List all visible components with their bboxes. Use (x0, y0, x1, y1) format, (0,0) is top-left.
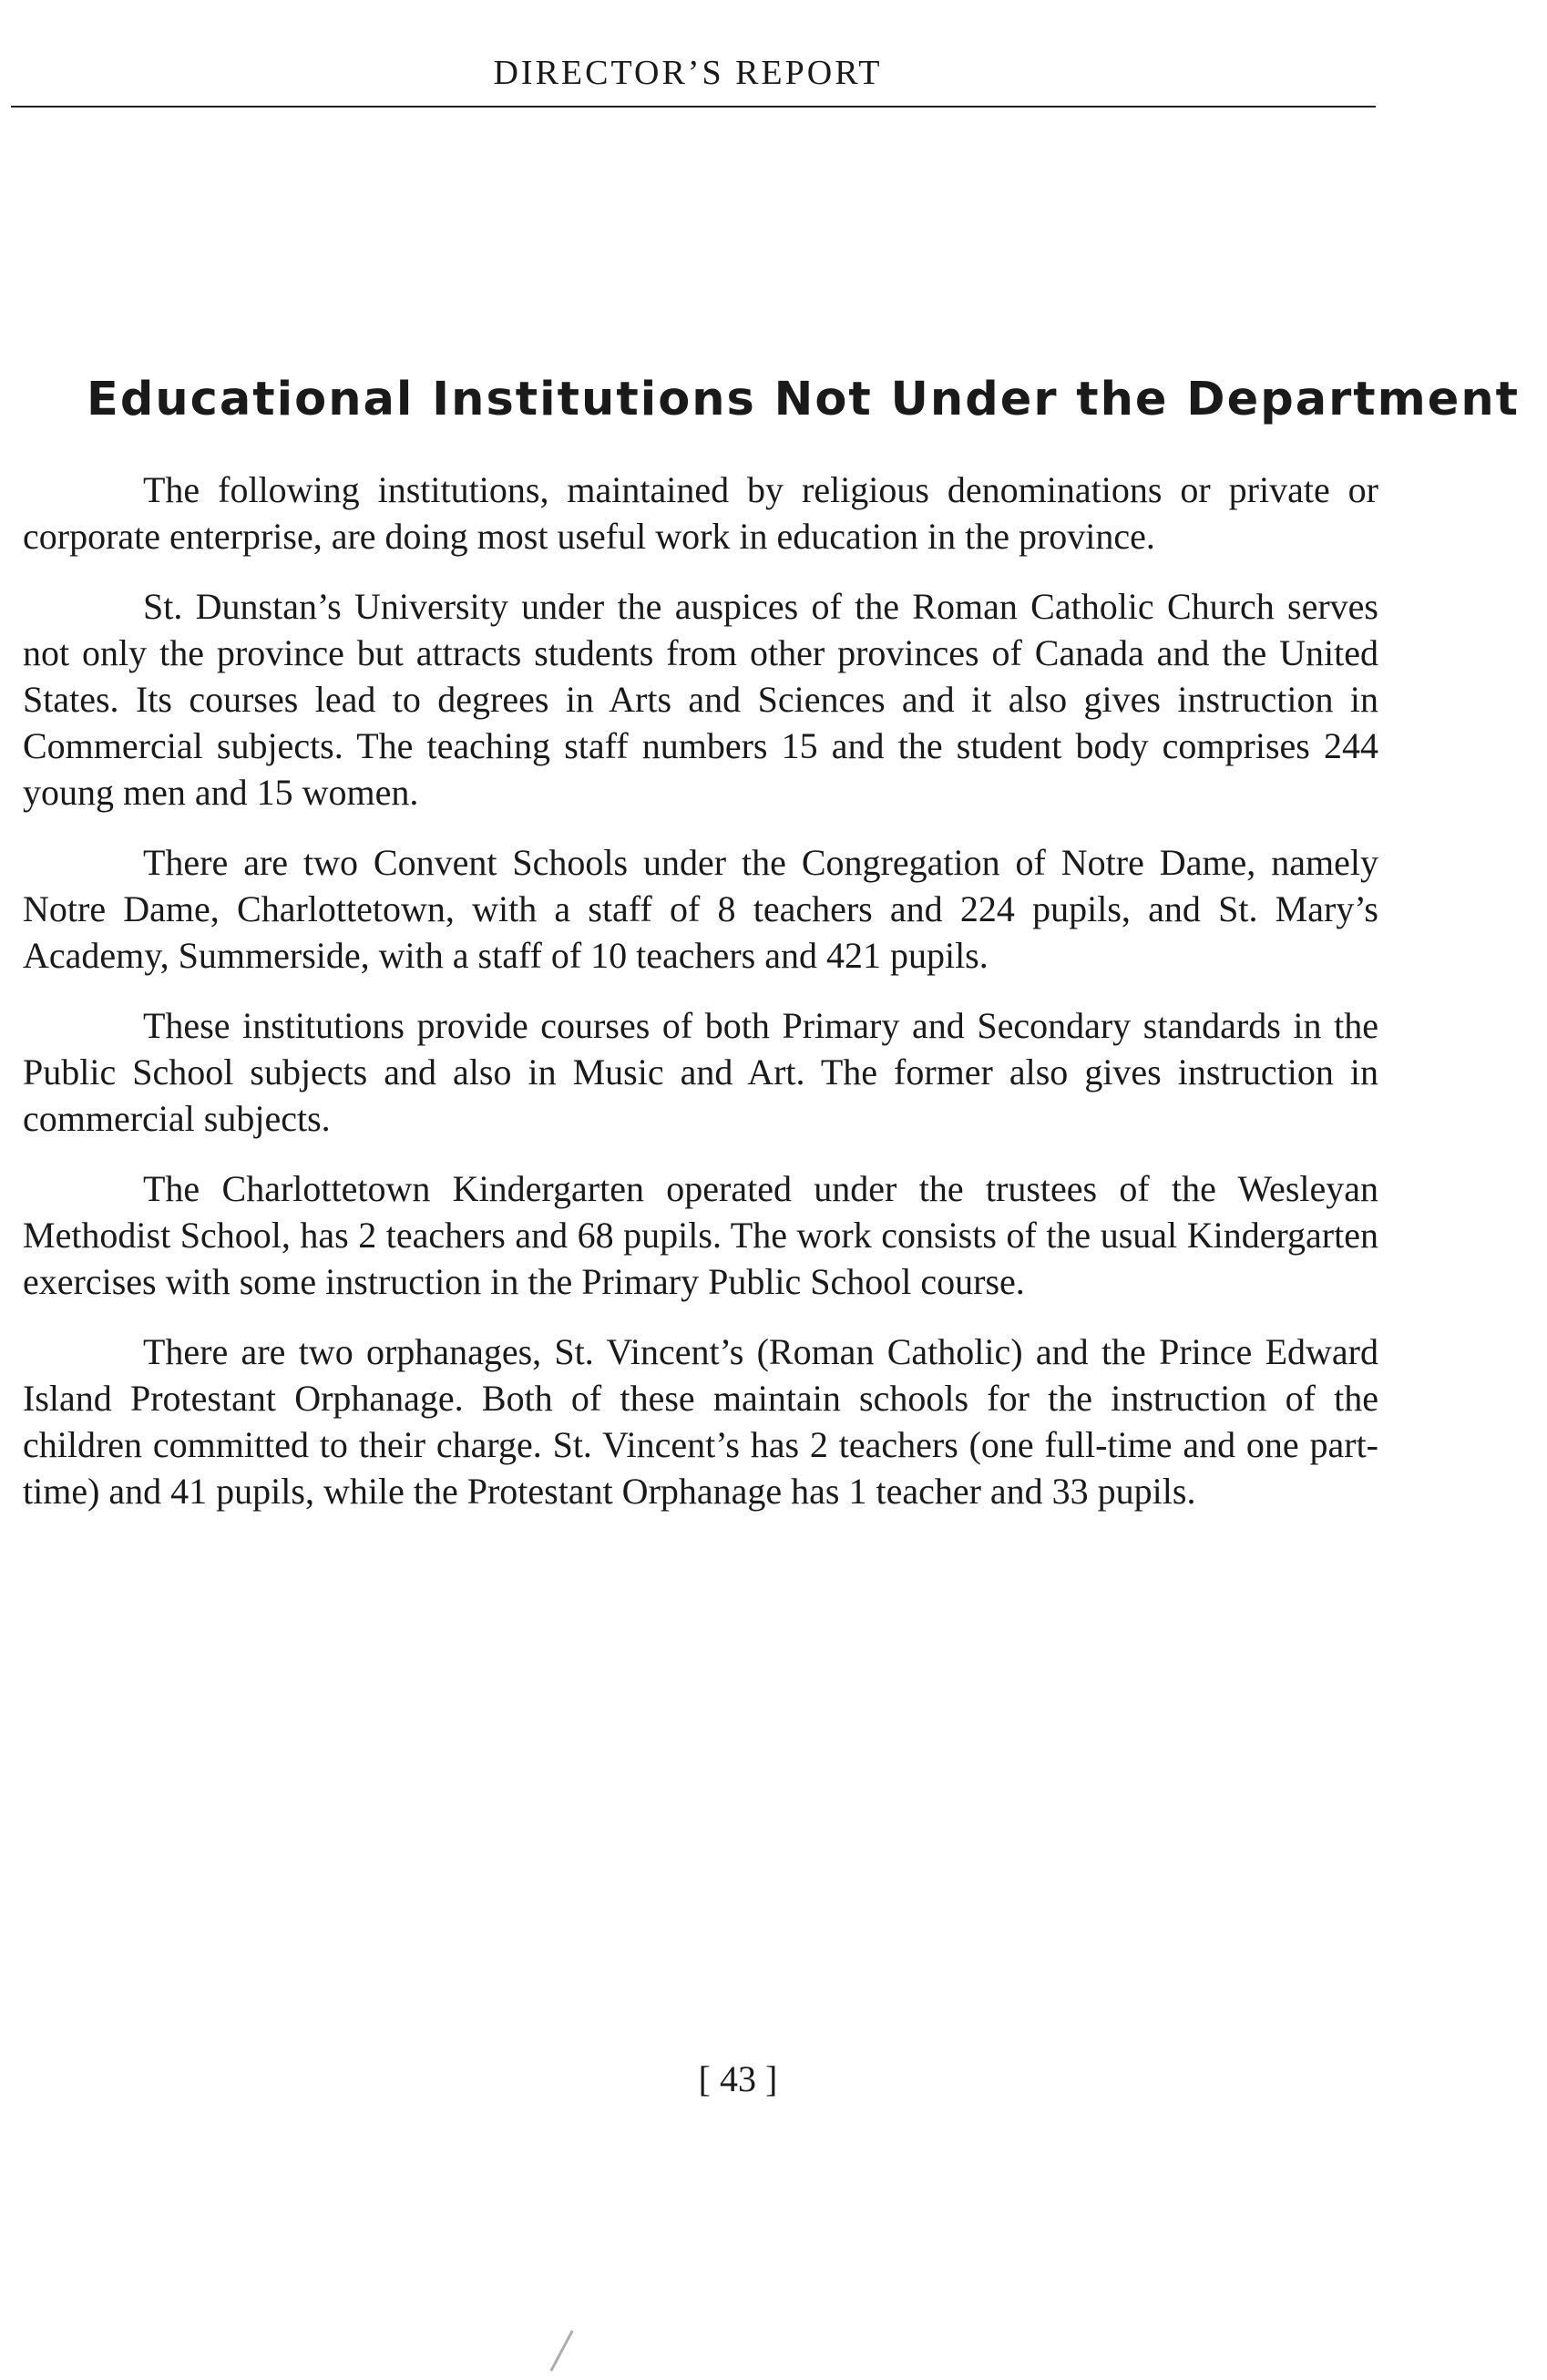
paragraph-orphanages: There are two orphanages, St. Vincent’s (Roman Catholic) and the Prince Edward Island Protestant Orphanage. Both of these maintain schools for the instruction of the children committed to their charge. St. Vincent’s has 2 teachers (one full-time and one part-time) and 41 pupils, while the Protestant Orphanage has 1 teacher and 33 pupils. (23, 1331, 1378, 1512)
paragraph-convent-schools: There are two Convent Schools under the Congregation of Notre Dame, namely Notre Dame, Charlottetown, with a staff of 8 teachers and 224 pupils, and St. Mary’s Academy, Summerside, with a staff of 10 teachers and 421 pupils. (23, 842, 1378, 976)
paragraph-intro: The following institutions, maintained by religious denominations or private or corporate enterprise, are doing most useful work in education in the province. (23, 469, 1378, 557)
paragraph-st-dunstans: St. Dunstan’s University under the auspices of the Roman Catholic Church serves not only the province but attracts students from other provinces of Canada and the United States. Its courses lead to degrees in Arts and Sciences and it also gives instruction in Commercial subjects. The teaching staff numbers 15 and the student body comprises 244 young men and 15 women. (23, 586, 1378, 813)
paragraph-courses: These institutions provide courses of both Primary and Secondary standards in the Public School subjects and also in Music and Art. The former also gives instruction in commercial subjects. (23, 1005, 1378, 1139)
running-head: DIRECTOR’S REPORT (493, 54, 883, 92)
page-number: [ 43 ] (698, 2058, 778, 2099)
page-title: Educational Institutions Not Under the Department (87, 373, 1521, 427)
stray-mark (549, 2330, 573, 2372)
paragraph-kindergarten: The Charlottetown Kindergarten operated under the trustees of the Wesleyan Methodist School, has 2 teachers and 68 pupils. The work consists of the usual Kindergarten exercises with some instruction in the Primary Public School course. (23, 1168, 1378, 1302)
header-rule (11, 106, 1376, 108)
body-text (23, 467, 1378, 1538)
